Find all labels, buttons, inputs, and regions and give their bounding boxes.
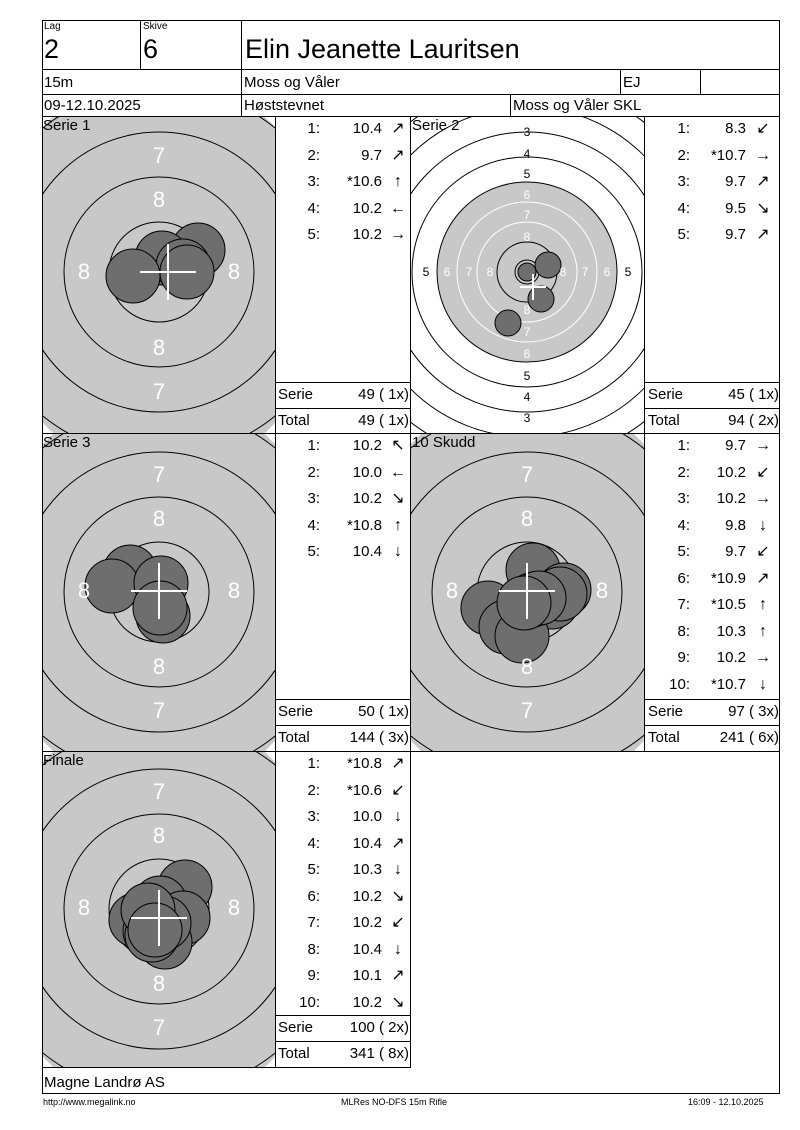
- dates: 09-12.10.2025: [44, 97, 141, 114]
- shot-number: 2:: [307, 146, 320, 164]
- shot-row: [648, 169, 778, 195]
- ring-number: 8: [486, 265, 494, 279]
- shot-row: [278, 831, 408, 857]
- direction-arrow-icon: ↑: [394, 516, 402, 534]
- shot-value: 10.2: [352, 887, 382, 905]
- direction-arrow-icon: ↓: [759, 516, 767, 534]
- ring-number: 5: [523, 167, 531, 181]
- shot-row: [648, 672, 778, 698]
- shot-number: 4:: [677, 199, 690, 217]
- ring-number: 7: [152, 462, 166, 487]
- shot-value: 10.2: [352, 490, 382, 507]
- shot-row: [278, 513, 408, 539]
- series-title: Serie 2: [412, 117, 460, 134]
- shot-row: [648, 143, 778, 169]
- footer-timestamp: 16:09 - 12.10.2025: [688, 1097, 764, 1107]
- direction-arrow-icon: ←: [390, 463, 406, 481]
- direction-arrow-icon: ↙: [391, 914, 405, 931]
- serie-value: 45 ( 1x): [728, 386, 779, 403]
- direction-arrow-icon: ↗: [391, 146, 405, 164]
- direction-arrow-icon: ↙: [391, 781, 405, 799]
- total-label: Total: [278, 729, 310, 746]
- footer-company: Magne Landrø AS: [44, 1074, 165, 1091]
- shot-number: 7:: [307, 914, 320, 931]
- shot-hole: [128, 903, 182, 957]
- direction-arrow-icon: ↑: [759, 622, 767, 640]
- direction-arrow-icon: ↘: [391, 887, 405, 905]
- ring-number: 7: [152, 143, 166, 168]
- shot-row: [278, 143, 408, 169]
- shot-row: [278, 116, 408, 142]
- ring-number: 7: [152, 779, 166, 804]
- shot-number: 7:: [677, 596, 690, 613]
- shot-value: 9.7: [725, 173, 746, 190]
- footer-software: MLRes NO-DFS 15m Rifle: [341, 1097, 448, 1107]
- serie-row: [278, 382, 408, 408]
- series-title: Finale: [43, 752, 84, 769]
- shot-row: [278, 937, 408, 963]
- shot-value: *10.6: [346, 173, 382, 190]
- shot-value: *10.7: [710, 146, 746, 164]
- shot-number: 5:: [677, 226, 690, 243]
- ring-number: 8: [152, 823, 166, 848]
- serie-row: [648, 699, 778, 725]
- ring-number: 5: [624, 265, 632, 279]
- ring-number: 8: [559, 265, 567, 279]
- shot-value: 9.7: [361, 146, 382, 164]
- serie-row: [278, 1015, 408, 1041]
- ring-number: 4: [523, 390, 531, 404]
- initials: EJ: [623, 74, 641, 91]
- skive-label: Skive: [143, 21, 168, 32]
- shot-value: 9.7: [725, 226, 746, 243]
- shot-value: 10.4: [352, 940, 382, 958]
- direction-arrow-icon: →: [755, 146, 771, 164]
- direction-arrow-icon: →: [755, 437, 771, 454]
- shot-number: 6:: [677, 569, 690, 587]
- ring-number: 7: [523, 325, 531, 339]
- ring-number: 8: [227, 578, 241, 603]
- series-title: Serie 1: [43, 117, 91, 134]
- shot-value: 10.2: [716, 463, 746, 481]
- shot-row: [648, 116, 778, 142]
- direction-arrow-icon: ↘: [391, 490, 405, 507]
- shot-number: 4:: [677, 516, 690, 534]
- shot-value: 10.3: [352, 861, 382, 878]
- shot-row: [278, 963, 408, 989]
- shot-number: 1:: [677, 120, 690, 137]
- shot-row: [648, 433, 778, 459]
- shot-row: [648, 460, 778, 486]
- ring-number: 6: [603, 265, 611, 279]
- direction-arrow-icon: ↓: [394, 808, 402, 825]
- shot-value: *10.8: [346, 755, 382, 772]
- ring-number: 8: [77, 578, 91, 603]
- direction-arrow-icon: ↗: [756, 569, 770, 587]
- direction-arrow-icon: ↓: [394, 940, 402, 958]
- shot-value: 9.7: [725, 437, 746, 454]
- shot-row: [278, 222, 408, 248]
- ring-number: 8: [152, 335, 166, 360]
- total-row: [278, 1041, 408, 1067]
- event: Høststevnet: [244, 97, 325, 114]
- shot-number: 4:: [307, 199, 320, 217]
- shot-number: 2:: [677, 146, 690, 164]
- shot-number: 1:: [677, 437, 690, 454]
- direction-arrow-icon: ↙: [756, 120, 770, 137]
- shot-value: 10.1: [352, 967, 382, 984]
- direction-arrow-icon: →: [755, 649, 771, 666]
- shot-row: [278, 990, 408, 1016]
- ring-number: 8: [152, 187, 166, 212]
- ring-number: 8: [523, 303, 531, 317]
- total-row: [648, 408, 778, 434]
- direction-arrow-icon: ↗: [756, 173, 770, 190]
- ring-number: 7: [152, 1015, 166, 1040]
- shot-number: 3:: [307, 490, 320, 507]
- ring-number: 7: [520, 698, 534, 723]
- ring-number: 7: [520, 462, 534, 487]
- ring-number: 6: [523, 188, 531, 202]
- ring-number: 7: [152, 698, 166, 723]
- shot-number: 10:: [669, 675, 690, 693]
- ring-number: 8: [152, 654, 166, 679]
- shot-number: 1:: [307, 755, 320, 772]
- shot-row: [648, 486, 778, 512]
- shot-number: 8:: [677, 622, 690, 640]
- ring-number: 7: [581, 265, 589, 279]
- total-label: Total: [278, 412, 310, 429]
- shot-value: 10.3: [716, 622, 746, 640]
- ring-number: 8: [152, 506, 166, 531]
- shot-row: [278, 486, 408, 512]
- footer-url[interactable]: http://www.megalink.no: [43, 1097, 136, 1107]
- shot-row: [278, 460, 408, 486]
- direction-arrow-icon: ↑: [759, 596, 767, 613]
- direction-arrow-icon: ↗: [391, 967, 405, 984]
- shot-number: 1:: [307, 120, 320, 137]
- distance: 15m: [44, 74, 74, 91]
- shot-hole: [106, 249, 160, 303]
- shot-value: 8.3: [725, 120, 746, 137]
- direction-arrow-icon: ↙: [756, 543, 770, 560]
- shot-value: 10.2: [352, 226, 382, 243]
- direction-arrow-icon: ↓: [759, 675, 767, 693]
- serie-value: 97 ( 3x): [728, 703, 779, 720]
- shot-value: 9.7: [725, 543, 746, 560]
- direction-arrow-icon: ↗: [391, 120, 405, 137]
- shot-value: *10.7: [710, 675, 746, 693]
- direction-arrow-icon: ↑: [394, 173, 402, 190]
- shot-value: 10.4: [352, 120, 382, 137]
- series-title: Serie 3: [43, 434, 91, 451]
- total-row: [278, 725, 408, 751]
- ring-number: 3: [523, 125, 531, 139]
- shot-number: 9:: [307, 967, 320, 984]
- shot-hole: [495, 310, 521, 336]
- shot-row: [278, 433, 408, 459]
- direction-arrow-icon: ↗: [391, 755, 405, 772]
- shot-number: 6:: [307, 887, 320, 905]
- total-row: [278, 408, 408, 434]
- shot-hole: [85, 559, 139, 613]
- serie-label: Serie: [648, 386, 684, 403]
- total-value: 144 ( 3x): [349, 729, 409, 746]
- shot-number: 9:: [677, 649, 690, 666]
- shot-value: *10.8: [346, 516, 382, 534]
- direction-arrow-icon: ↖: [391, 437, 405, 454]
- direction-arrow-icon: ↗: [756, 226, 770, 243]
- shot-value: 10.2: [352, 914, 382, 931]
- shot-value: *10.9: [710, 569, 746, 587]
- ring-number: 3: [523, 411, 531, 425]
- shot-hole: [535, 252, 561, 278]
- ring-number: 8: [77, 895, 91, 920]
- ring-number: 8: [77, 259, 91, 284]
- shot-number: 2:: [307, 463, 320, 481]
- total-label: Total: [648, 729, 680, 746]
- shot-number: 3:: [677, 490, 690, 507]
- direction-arrow-icon: ↘: [391, 993, 405, 1011]
- series-title: 10 Skudd: [412, 434, 476, 451]
- direction-arrow-icon: ↓: [394, 543, 402, 560]
- direction-arrow-icon: ↘: [756, 199, 770, 217]
- shot-hole: [528, 286, 554, 312]
- shot-number: 8:: [307, 940, 320, 958]
- total-label: Total: [278, 1045, 310, 1062]
- direction-arrow-icon: ←: [390, 199, 406, 217]
- shot-value: 10.2: [352, 437, 382, 454]
- shot-value: 10.2: [352, 993, 382, 1011]
- direction-arrow-icon: →: [390, 226, 406, 243]
- shot-number: 4:: [307, 516, 320, 534]
- shot-number: 3:: [307, 173, 320, 190]
- shot-number: 1:: [307, 437, 320, 454]
- shot-row: [648, 566, 778, 592]
- shot-row: [648, 222, 778, 248]
- serie-value: 100 ( 2x): [349, 1019, 409, 1036]
- shot-value: 10.4: [352, 543, 382, 560]
- shot-value: 10.2: [716, 490, 746, 507]
- shot-row: [278, 884, 408, 910]
- organizer: Moss og Våler SKL: [513, 97, 642, 114]
- ring-number: 4: [523, 147, 531, 161]
- total-value: 241 ( 6x): [719, 729, 779, 746]
- direction-arrow-icon: →: [755, 490, 771, 507]
- direction-arrow-icon: ↓: [394, 861, 402, 878]
- serie-row: [648, 382, 778, 408]
- direction-arrow-icon: ↙: [756, 463, 770, 481]
- serie-label: Serie: [278, 386, 314, 403]
- total-value: 341 ( 8x): [349, 1045, 409, 1062]
- ring-number: 8: [523, 230, 531, 244]
- shot-row: [278, 778, 408, 804]
- total-row: [648, 725, 778, 751]
- shot-number: 3:: [307, 808, 320, 825]
- shot-number: 5:: [677, 543, 690, 560]
- total-label: Total: [648, 412, 680, 429]
- shot-row: [278, 910, 408, 936]
- ring-number: 7: [152, 379, 166, 404]
- shot-value: *10.6: [346, 781, 382, 799]
- ring-number: 7: [523, 208, 531, 222]
- ring-number: 5: [422, 265, 430, 279]
- club: Moss og Våler: [244, 74, 340, 91]
- shot-row: [648, 592, 778, 618]
- serie-label: Serie: [278, 703, 314, 720]
- shot-hole: [497, 576, 551, 630]
- shot-value: 10.0: [352, 463, 382, 481]
- shot-row: [648, 645, 778, 671]
- total-value: 49 ( 1x): [358, 412, 409, 429]
- ring-number: 8: [152, 971, 166, 996]
- shooter-name: Elin Jeanette Lauritsen: [245, 34, 520, 64]
- shot-number: 3:: [677, 173, 690, 190]
- skive-value: 6: [143, 34, 159, 64]
- ring-number: 8: [520, 506, 534, 531]
- shot-row: [278, 857, 408, 883]
- shot-row: [278, 539, 408, 565]
- shot-number: 4:: [307, 834, 320, 852]
- direction-arrow-icon: ↗: [391, 834, 405, 852]
- shot-value: 10.0: [352, 808, 382, 825]
- shot-row: [278, 751, 408, 777]
- shot-row: [648, 619, 778, 645]
- serie-value: 50 ( 1x): [358, 703, 409, 720]
- serie-row: [278, 699, 408, 725]
- shot-value: 10.4: [352, 834, 382, 852]
- ring-number: 6: [523, 347, 531, 361]
- serie-value: 49 ( 1x): [358, 386, 409, 403]
- shot-value: *10.5: [710, 596, 746, 613]
- shot-value: 9.5: [725, 199, 746, 217]
- lag-label: Lag: [44, 21, 61, 32]
- shot-row: [278, 804, 408, 830]
- ring-number: 6: [443, 265, 451, 279]
- ring-number: 8: [227, 895, 241, 920]
- shot-row: [648, 196, 778, 222]
- shot-value: 10.2: [716, 649, 746, 666]
- serie-label: Serie: [278, 1019, 314, 1036]
- lag-value: 2: [44, 34, 60, 64]
- ring-number: 7: [465, 265, 473, 279]
- shot-number: 5:: [307, 226, 320, 243]
- shot-number: 2:: [307, 781, 320, 799]
- shot-row: [648, 539, 778, 565]
- shot-value: 9.8: [725, 516, 746, 534]
- ring-number: 8: [595, 578, 609, 603]
- shot-value: 10.2: [352, 199, 382, 217]
- shot-row: [648, 513, 778, 539]
- ring-number: 8: [445, 578, 459, 603]
- shot-number: 10:: [299, 993, 320, 1011]
- serie-label: Serie: [648, 703, 684, 720]
- shot-row: [278, 196, 408, 222]
- shot-number: 5:: [307, 861, 320, 878]
- shot-row: [278, 169, 408, 195]
- ring-number: 8: [520, 654, 534, 679]
- total-value: 94 ( 2x): [728, 412, 779, 429]
- ring-number: 8: [227, 259, 241, 284]
- ring-number: 5: [523, 369, 531, 383]
- shot-number: 2:: [677, 463, 690, 481]
- shot-number: 5:: [307, 543, 320, 560]
